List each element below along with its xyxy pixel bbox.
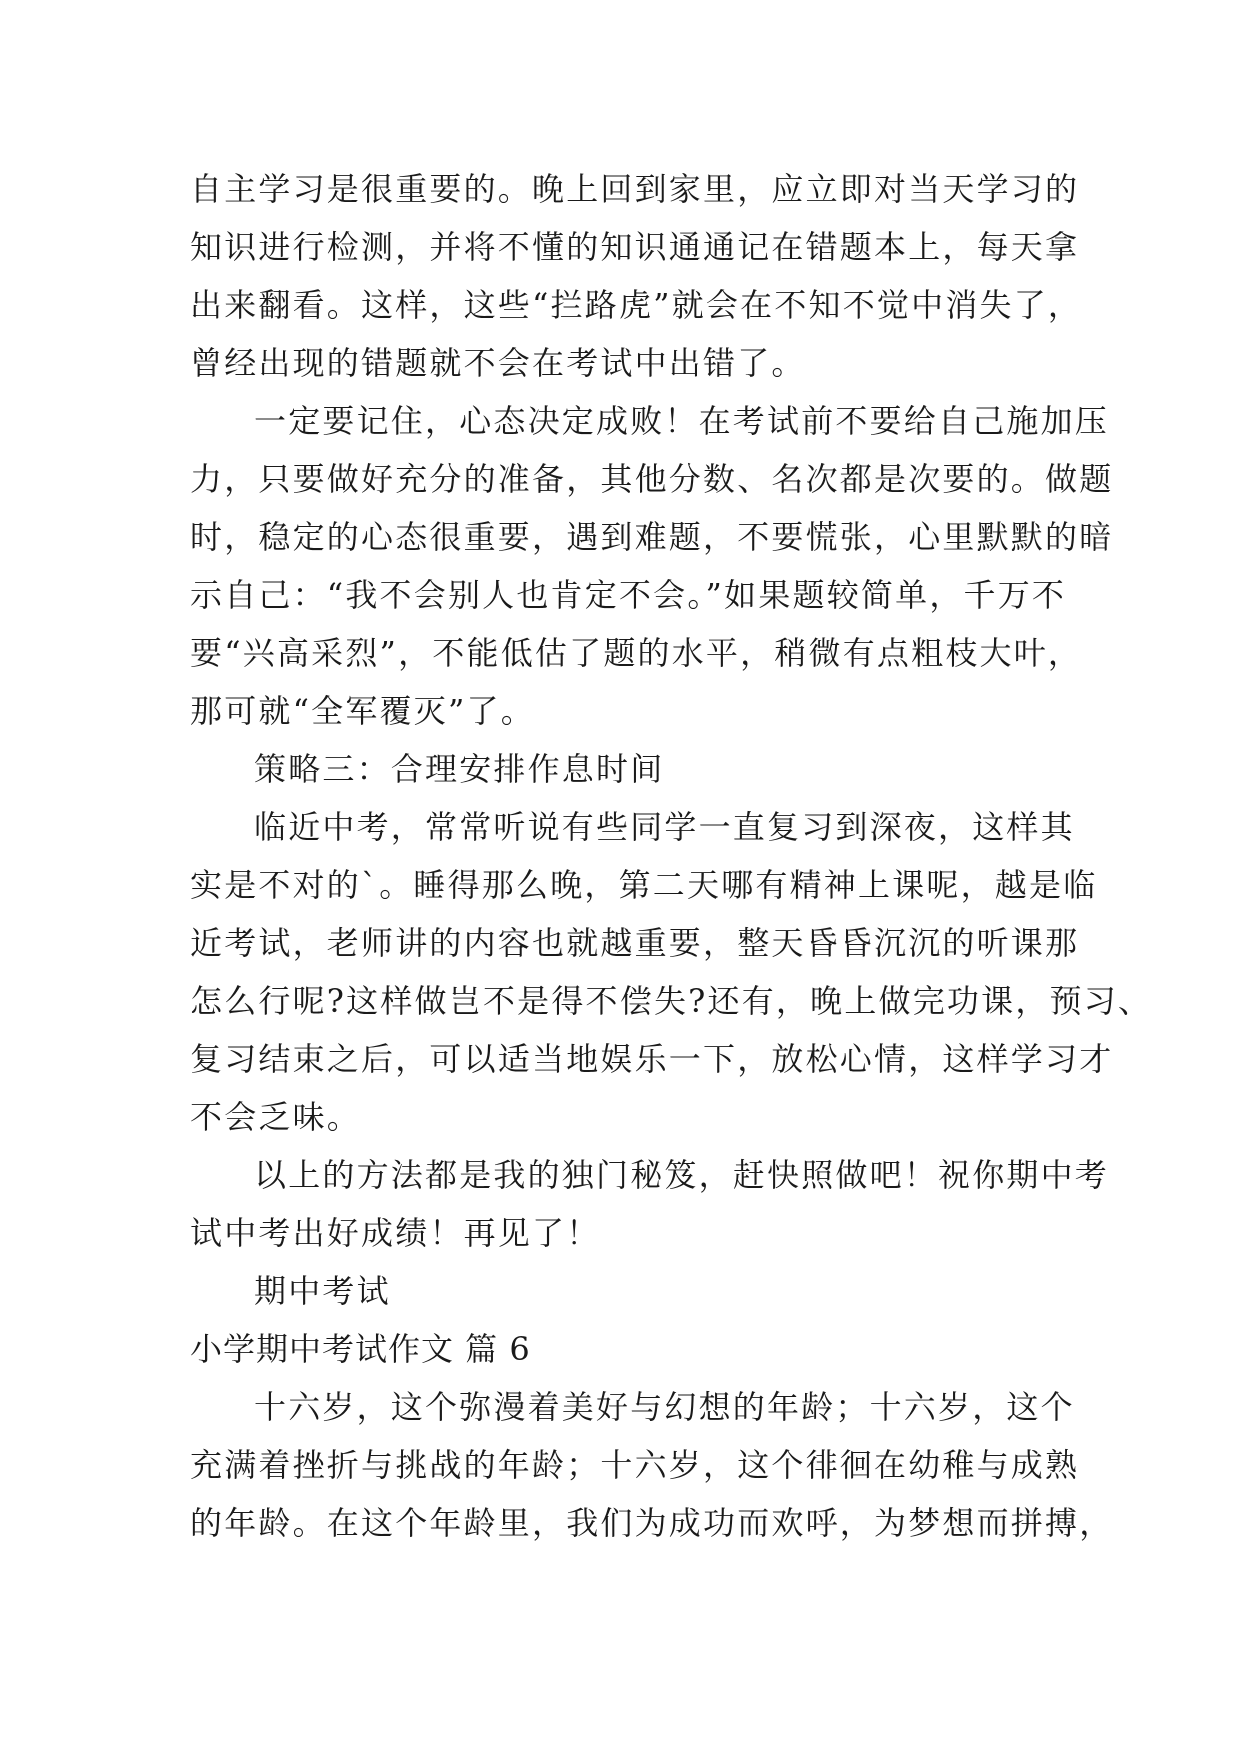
paragraph-5 xyxy=(190,1262,1070,1320)
text-line: 实是不对的`。睡得那么晚，第二天哪有精神上课呢，越是临 xyxy=(190,866,1098,904)
text-line: 策略三：合理安排作息时间 xyxy=(254,750,665,788)
text-line: 的年龄。在这个年龄里，我们为成功而欢呼，为梦想而拼搏， xyxy=(190,1504,1114,1542)
text-line: 不会乏味。 xyxy=(190,1098,362,1136)
text-line: 示自己：“我不会别人也肯定不会。”如果题较简单，千万不 xyxy=(190,576,1067,614)
strategy-three-heading xyxy=(190,740,1070,798)
text-line: 临近中考，常常听说有些同学一直复习到深夜，这样其 xyxy=(254,808,1075,846)
text-line: 充满着挫折与挑战的年龄；十六岁，这个徘徊在幼稚与成熟 xyxy=(190,1446,1080,1484)
text-line: 那可就“全军覆灭”了。 xyxy=(190,692,535,730)
text-line: 复习结束之后，可以适当地娱乐一下，放松心情，这样学习才 xyxy=(190,1040,1114,1078)
section-heading: 小学期中考试作文 篇 6 xyxy=(190,1330,531,1368)
text-line: 曾经出现的错题就不会在考试中出错了。 xyxy=(190,344,806,382)
text-line: 一定要记住，心态决定成败！在考试前不要给自己施加压 xyxy=(254,402,1110,440)
text-line: 以上的方法都是我的独门秘笈，赶快照做吧！祝你期中考 xyxy=(254,1156,1110,1194)
paragraph-1 xyxy=(190,160,1083,392)
text-line: 出来翻看。这样，这些“拦路虎”就会在不知不觉中消失了， xyxy=(190,286,1083,324)
text-line: 近考试，老师讲的内容也就越重要，整天昏昏沉沉的听课那 xyxy=(190,924,1080,962)
text-line: 要“兴高采烈”，不能低估了题的水平，稍微有点粗枝大叶， xyxy=(190,634,1083,672)
document-page xyxy=(190,160,1153,1552)
section-paragraph xyxy=(190,1378,1114,1552)
text-line: 知识进行检测，并将不懂的知识通通记在错题本上，每天拿 xyxy=(190,228,1080,266)
paragraph-3 xyxy=(190,798,1153,1146)
text-line: 十六岁，这个弥漫着美好与幻想的年龄；十六岁，这个 xyxy=(254,1388,1075,1426)
text-line: 时，稳定的心态很重要，遇到难题，不要慌张，心里默默的暗 xyxy=(190,518,1114,556)
text-line: 怎么行呢?这样做岂不是得不偿失?还有，晚上做完功课，预习、 xyxy=(190,982,1153,1020)
text-line: 期中考试 xyxy=(254,1272,391,1310)
paragraph-2 xyxy=(190,392,1114,740)
text-line: 试中考出好成绩！再见了！ xyxy=(190,1214,601,1252)
text-line: 自主学习是很重要的。晚上回到家里，应立即对当天学习的 xyxy=(190,170,1080,208)
paragraph-4 xyxy=(190,1146,1110,1262)
text-line: 力，只要做好充分的准备，其他分数、名次都是次要的。做题 xyxy=(190,460,1114,498)
